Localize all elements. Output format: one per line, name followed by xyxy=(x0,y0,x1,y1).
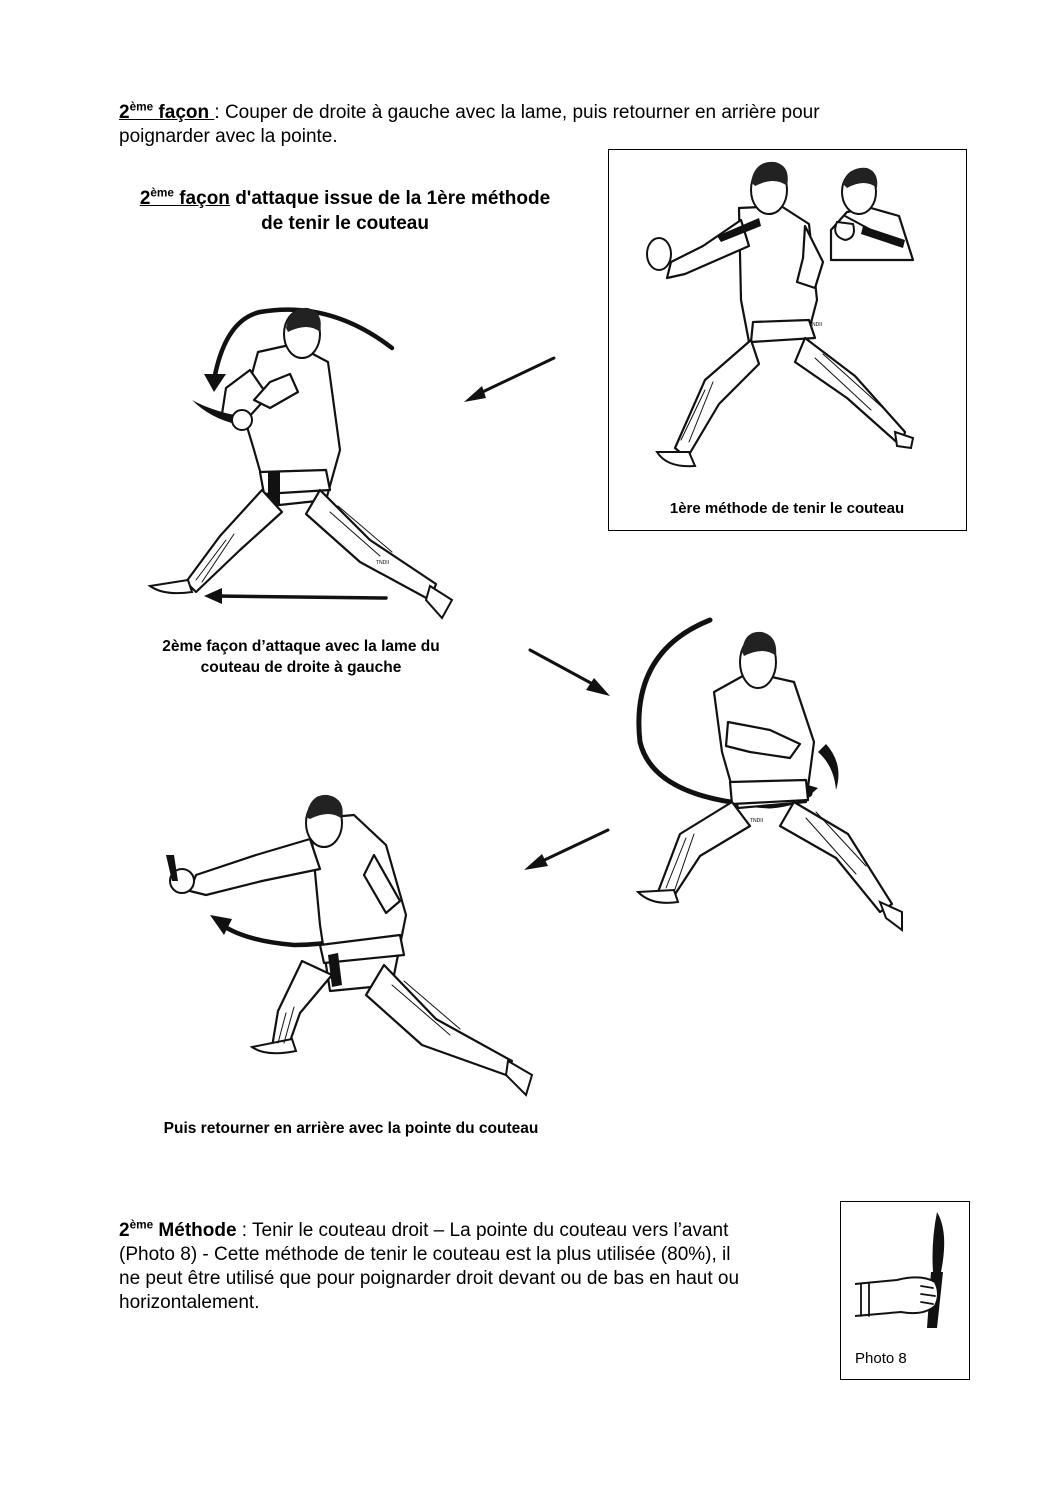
step3-fighter-figure xyxy=(166,795,532,1095)
sequence-arrow-1 xyxy=(460,352,560,408)
step1-caption-line-2: couteau de droite à gauche xyxy=(200,659,402,676)
grip-stance-illustration xyxy=(609,150,965,490)
belt-mark: TNDII xyxy=(750,818,764,824)
step1-fighter-figure xyxy=(150,308,452,618)
method-paragraph xyxy=(119,1219,824,1315)
sequence-arrow-2 xyxy=(524,644,614,700)
method-line-1: 2ème Méthode : Tenir le couteau droit – La pointe du couteau vers l’avant xyxy=(119,1218,729,1241)
grip-caption: 1ère méthode de tenir le couteau xyxy=(669,500,905,517)
step2-fighter-figure xyxy=(638,632,902,930)
step-direction-arrow-left xyxy=(216,596,386,598)
grip-figure-frame xyxy=(608,149,967,531)
heading-line-1: 2ème façon d'attaque issue de la 1ère méthode xyxy=(139,186,551,209)
knife-blade xyxy=(933,1212,945,1272)
intro-paragraph xyxy=(119,101,939,149)
slash-arc-arrowhead xyxy=(204,374,226,392)
intro-line-1: 2ème façon : Couper de droite à gauche avec la lame, puis retourner en arrière pour xyxy=(119,100,820,123)
method-line-3: ne peut être utilisé que pour poignarder droit devant ou de bas en haut ou xyxy=(119,1268,740,1289)
heading-line-2: de tenir le couteau xyxy=(261,213,429,234)
intro-label: 2ème façon xyxy=(119,100,210,123)
step3-caption: Puis retourner en arrière avec la pointe du couteau xyxy=(163,1120,539,1137)
grip-inset-illustration xyxy=(831,168,913,260)
section-heading xyxy=(105,186,585,236)
step1-caption xyxy=(120,636,482,678)
belt-mark: TNDII xyxy=(809,322,823,328)
hand xyxy=(855,1277,938,1316)
step2-turn-illustration xyxy=(630,612,920,942)
photo-8-caption: Photo 8 xyxy=(855,1350,907,1367)
step1-caption-line-1: 2ème façon d’attaque avec la lame du xyxy=(162,638,440,655)
step1-slash-illustration xyxy=(130,300,460,635)
photo-8-frame xyxy=(840,1201,970,1380)
intro-line-2: poignarder avec la pointe. xyxy=(119,126,338,147)
method-line-2: (Photo 8) - Cette méthode de tenir le couteau est la plus utilisée (80%), il xyxy=(119,1244,731,1265)
step3-stab-illustration xyxy=(160,785,560,1105)
knife-grip-illustration xyxy=(841,1202,968,1342)
belt-mark: TNDII xyxy=(376,560,390,566)
method-line-4: horizontalement. xyxy=(119,1292,260,1313)
